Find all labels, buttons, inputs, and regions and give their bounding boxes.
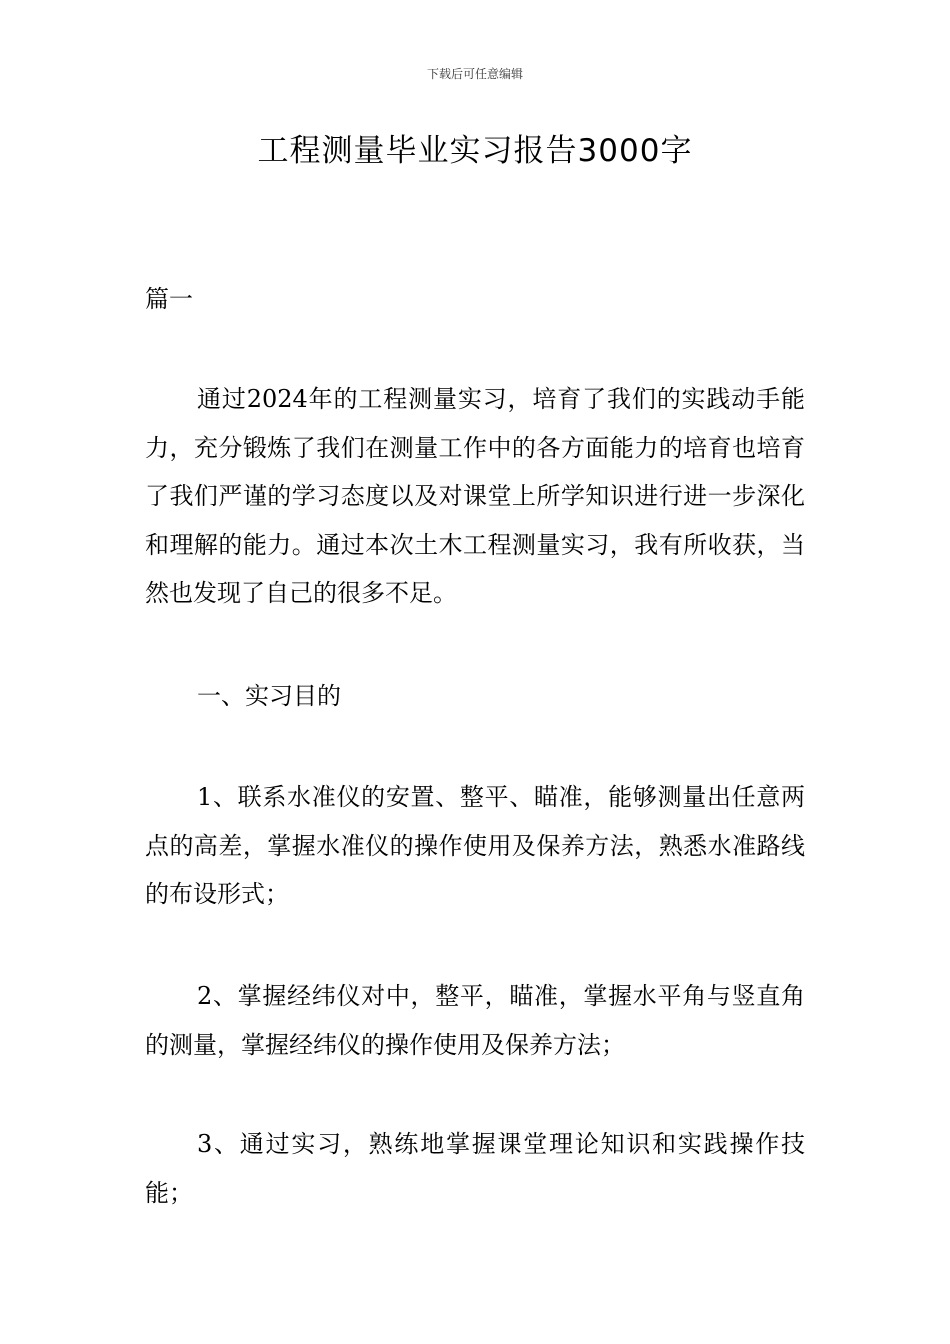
list-item: 3、通过实习，熟练地掌握课堂理论知识和实践操作技能； bbox=[145, 1130, 805, 1207]
document-title: 工程测量毕业实习报告3000字 bbox=[257, 133, 693, 169]
list-item: 1、联系水准仪的安置、整平、瞄准，能够测量出任意两点的高差，掌握水准仪的操作使用及保养方法，熟悉水准路线的布设形式； bbox=[145, 783, 805, 908]
header-note: 下载后可任意编辑 bbox=[426, 67, 523, 81]
section-heading-goal: 一、实习目的 bbox=[197, 682, 341, 710]
list-item: 2、掌握经纬仪对中，整平，瞄准，掌握水平角与竖直角的测量，掌握经纬仪的操作使用及保养方法； bbox=[145, 982, 805, 1059]
section-label: 篇一 bbox=[145, 285, 193, 313]
intro-paragraph: 通过2024年的工程测量实习，培育了我们的实践动手能力，充分锻炼了我们在测量工作中的各方面能力的培育也培育了我们严谨的学习态度以及对课堂上所学知识进行进一步深化和理解的能力。通过本次土木工程测量实习，我有所收获，当然也发现了自己的很多不足。 bbox=[145, 385, 805, 607]
